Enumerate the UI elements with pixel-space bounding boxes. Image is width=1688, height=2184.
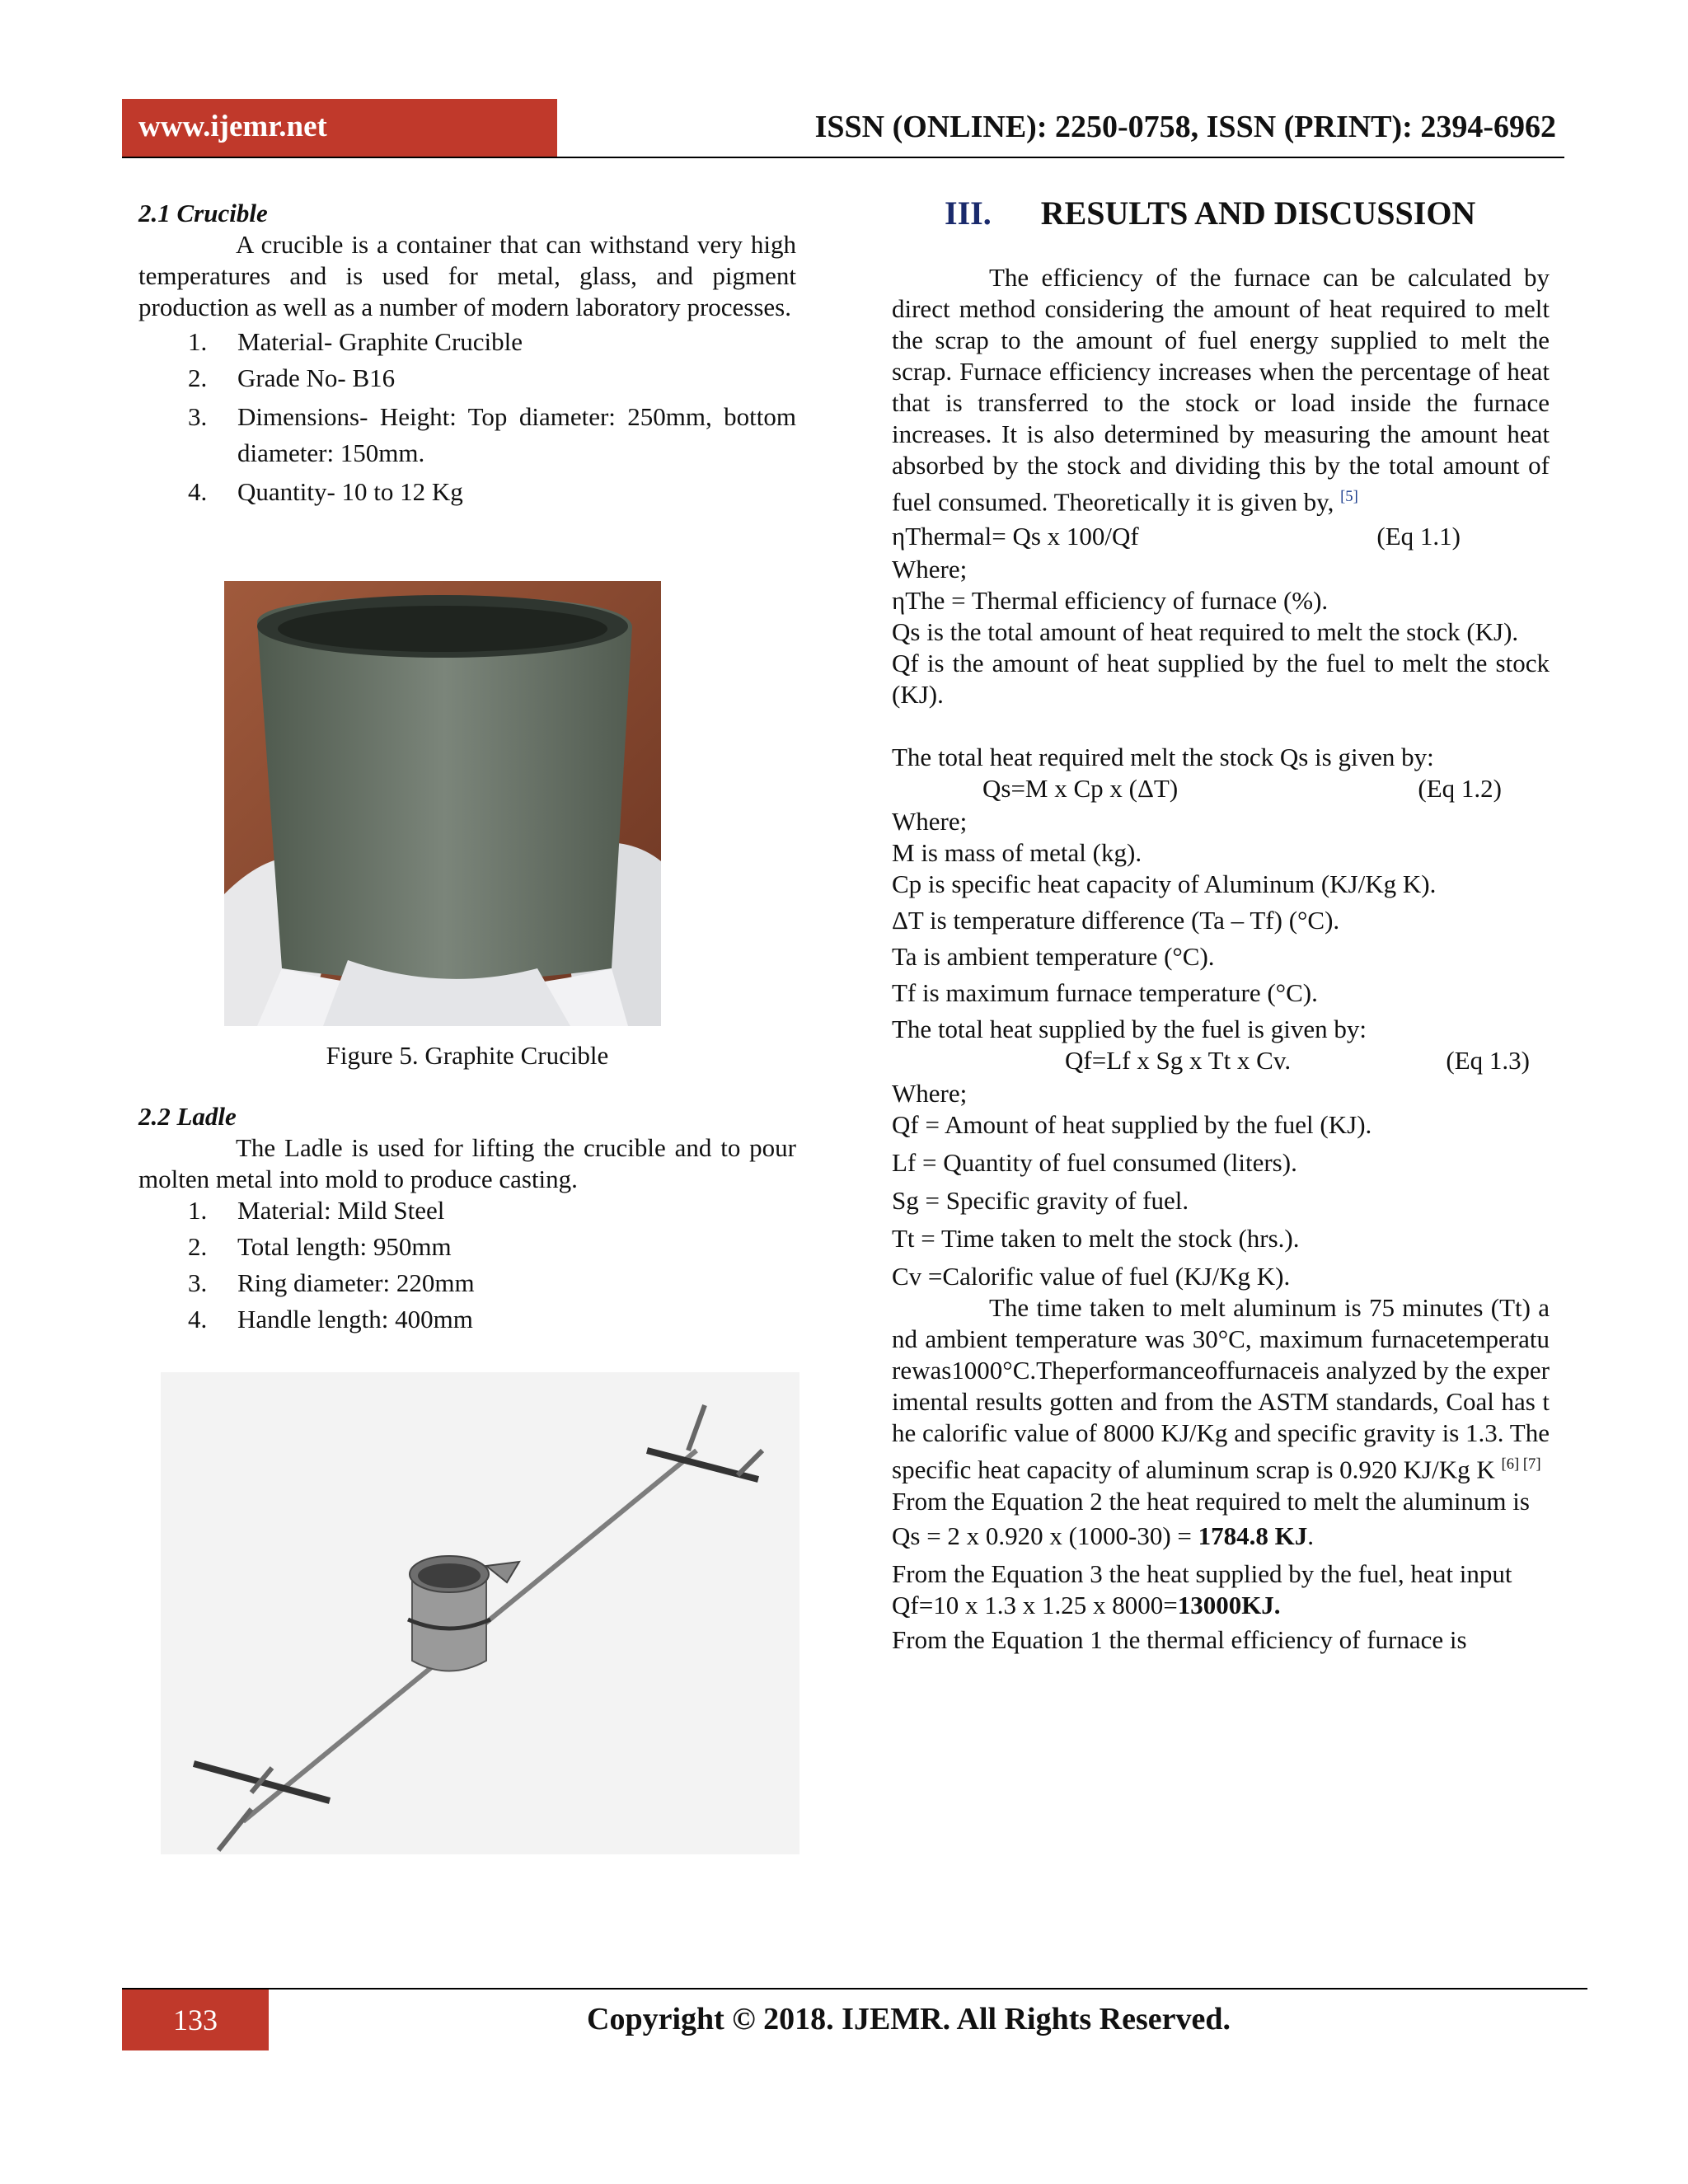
ladle-crucible-render <box>161 1372 799 1854</box>
definition: Lf = Quantity of fuel consumed (liters). <box>892 1148 1297 1178</box>
where-label: Where; <box>892 1079 968 1108</box>
definition: M is mass of metal (kg). <box>892 838 1142 868</box>
section-number: III. <box>945 194 992 232</box>
definition: Tf is maximum furnace temperature (°C). <box>892 978 1318 1008</box>
list-item: 4. Handle length: 400mm <box>188 1305 473 1333</box>
definition: Cp is specific heat capacity of Aluminum (KJ/Kg K). <box>892 869 1437 899</box>
list-item: 2. Grade No- B16 <box>188 363 396 392</box>
figure5-caption: Figure 5. Graphite Crucible <box>326 1041 609 1070</box>
footer-copyright: Copyright © 2018. IJEMR. All Rights Reserved. <box>587 2002 1231 2036</box>
equation-3-application: From the Equation 3 the heat supplied by the fuel, heat input <box>892 1558 1512 1588</box>
section-heading <box>892 194 1550 232</box>
equation-3: Qf=Lf x Sg x Tt x Cv. (Eq 1.3) <box>1065 1046 1530 1076</box>
definition: Sg = Specific gravity of fuel. <box>892 1186 1189 1216</box>
crucible-paragraph: A crucible is a container that can withstand very high temperatures and is used for metal, glass, and pigment production as well as a number of modern laboratory processes. <box>138 230 796 321</box>
definition: Qf is the amount of heat supplied by the fuel to melt the stock (KJ). <box>892 649 1550 710</box>
fuel-line: The total heat supplied by the fuel is given by: <box>892 1015 1367 1044</box>
definition: Cv =Calorific value of fuel (KJ/Kg K). <box>892 1262 1291 1291</box>
header-website: www.ijemr.net <box>138 110 327 143</box>
header-website-bar <box>122 99 557 157</box>
qs-calculation: Qs = 2 x 0.920 x (1000-30) = 1784.8 KJ. <box>892 1521 1315 1550</box>
header-issn: ISSN (ONLINE): 2250-0758, ISSN (PRINT): 2394-6962 <box>814 110 1556 144</box>
definition: ΔT is temperature difference (Ta – Tf) (°C). <box>892 906 1340 935</box>
header-divider <box>122 157 1564 158</box>
time-paragraph: The time taken to melt aluminum is 75 minutes (Tt) and ambient temperature was 30°C, maximum furnacetemperaturewas1000°C.Theperformanceoffurnaceis analyzed by the experimental results gotten and from the ASTM standards, Coal has the calorific value of 8000 KJ/Kg and specific gravity is 1.3. The specific heat capacity of aluminum scrap is 0.920 KJ/Kg K [6] [7] <box>892 1293 1550 1484</box>
qf-calculation: Qf=10 x 1.3 x 1.25 x 8000=13000KJ. <box>892 1590 1281 1619</box>
crucible-spec-list <box>138 326 796 508</box>
total-heat-line: The total heat required melt the stock Qs is given by: <box>892 743 1434 772</box>
ladle-spec-list <box>138 1195 796 1335</box>
ladle-paragraph: The Ladle is used for lifting the crucible and to pour molten metal into mold to produce casting. <box>138 1133 796 1193</box>
section-title: RESULTS AND DISCUSSION <box>1040 194 1476 232</box>
definition: Qs is the total amount of heat required to melt the stock (KJ). <box>892 617 1519 647</box>
footer-divider <box>122 1988 1587 1990</box>
equation-2-application: From the Equation 2 the heat required to melt the aluminum is <box>892 1486 1530 1516</box>
ladle-heading: 2.2 Ladle <box>138 1102 237 1131</box>
definition: Tt = Time taken to melt the stock (hrs.). <box>892 1224 1300 1254</box>
definition: Qf = Amount of heat supplied by the fuel (KJ). <box>892 1110 1372 1140</box>
right-column <box>892 194 1550 1656</box>
where-label: Where; <box>892 807 968 837</box>
list-item: 3. Ring diameter: 220mm <box>188 1268 475 1297</box>
definition: ηThe = Thermal efficiency of furnace (%). <box>892 586 1329 616</box>
crucible-heading: 2.1 Crucible <box>138 199 268 227</box>
list-item: 3. Dimensions- Height: Top diameter: 250mm, bottom diameter: 150mm. <box>188 402 796 467</box>
equation-1-application: From the Equation 1 the thermal efficiency of furnace is <box>892 1624 1467 1654</box>
page-number-box <box>122 1990 269 2050</box>
list-item: 1. Material- Graphite Crucible <box>188 327 523 356</box>
intro-paragraph: The efficiency of the furnace can be calculated by direct method considering the amount of heat required to melt the scrap to the amount of fuel energy supplied to melt the scrap. Furnace efficiency increases when the percentage of heat that is transferred to the stock or load inside the furnace increases. It is also determined by measuring the amount heat absorbed by the stock and dividing this by the total amount of fuel consumed. Theoretically it is given by, [5] <box>892 263 1550 517</box>
page-number: 133 <box>173 2004 218 2036</box>
definition: Ta is ambient temperature (°C). <box>892 942 1215 972</box>
list-item: 1. Material: Mild Steel <box>188 1196 445 1225</box>
graphite-crucible-photo <box>224 581 661 1026</box>
list-item: 4. Quantity- 10 to 12 Kg <box>188 477 463 506</box>
where-label: Where; <box>892 555 968 584</box>
list-item: 2. Total length: 950mm <box>188 1232 452 1261</box>
equation-2: Qs=M x Cp x (ΔT) (Eq 1.2) <box>982 774 1502 804</box>
equation-1: ηThermal= Qs x 100/Qf (Eq 1.1) <box>892 522 1461 551</box>
